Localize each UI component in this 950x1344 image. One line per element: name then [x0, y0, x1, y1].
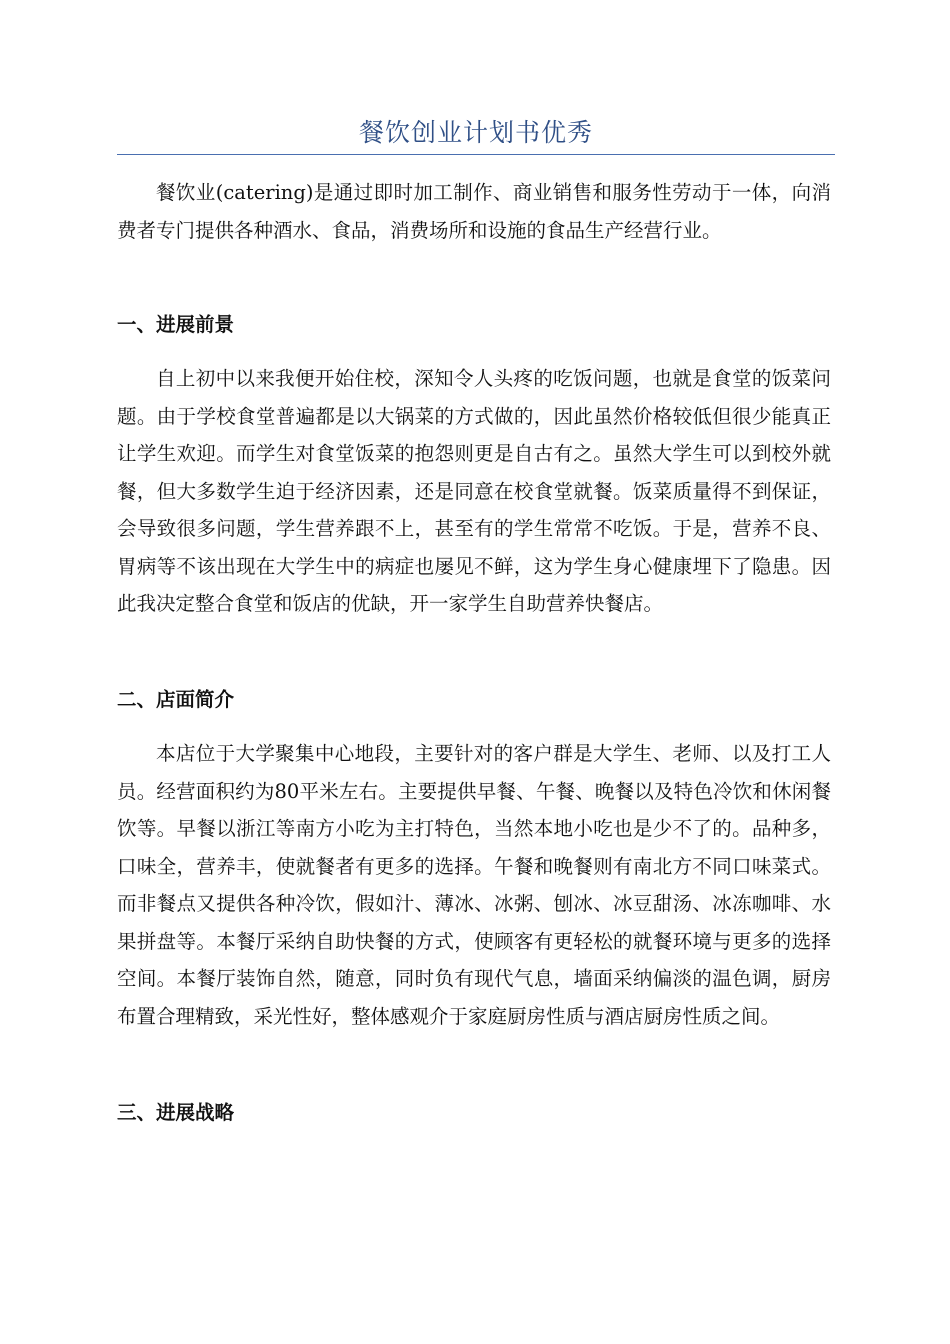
- section-heading-prospects: 一、进展前景: [117, 313, 235, 336]
- intro-paragraph: 餐饮业(catering)是通过即时加工制作、商业销售和服务性劳动于一体，向消费者专门提供各种酒水、食品，消费场所和设施的食品生产经营行业。: [117, 181, 831, 242]
- section-heading-store-intro: 二、店面简介: [117, 688, 235, 711]
- section-heading-strategy: 三、进展战略: [117, 1101, 235, 1124]
- document-title: 餐饮创业计划书优秀: [358, 118, 593, 147]
- section-body-prospects: 自上初中以来我便开始住校，深知令人头疼的吃饭问题，也就是食堂的饭菜问题。由于学校食堂普遍都是以大锅菜的方式做的，因此虽然价格较低但很少能真正让学生欢迎。而学生对食堂饭菜的抱怨则更是自古有之。虽然大学生可以到校外就餐，但大多数学生迫于经济因素，还是同意在校食堂就餐。饭菜质量得不到保证，会导致很多问题，学生营养跟不上，甚至有的学生常常不吃饭。于是，营养不良、胃病等不该出现在大学生中的病症也屡见不鲜，这为学生身心健康埋下了隐患。因此我决定整合食堂和饭店的优缺，开一家学生自助营养快餐店。: [117, 367, 831, 615]
- title-underline: [117, 154, 835, 155]
- section-body-store-intro: 本店位于大学聚集中心地段，主要针对的客户群是大学生、老师、以及打工人员。经营面积约为80平米左右。主要提供早餐、午餐、晚餐以及特色冷饮和休闲餐饮等。早餐以浙江等南方小吃为主打特色，当然本地小吃也是少不了的。品种多，口味全，营养丰，使就餐者有更多的选择。午餐和晚餐则有南北方不同口味菜式。而非餐点又提供各种冷饮，假如汁、薄冰、冰粥、刨冰、冰豆甜汤、冰冻咖啡、水果拼盘等。本餐厅采纳自助快餐的方式，使顾客有更轻松的就餐环境与更多的选择空间。本餐厅装饰自然，随意，同时负有现代气息，墙面采纳偏淡的温色调，厨房布置合理精致，采光性好，整体感观介于家庭厨房性质与酒店厨房性质之间。: [117, 742, 831, 1028]
